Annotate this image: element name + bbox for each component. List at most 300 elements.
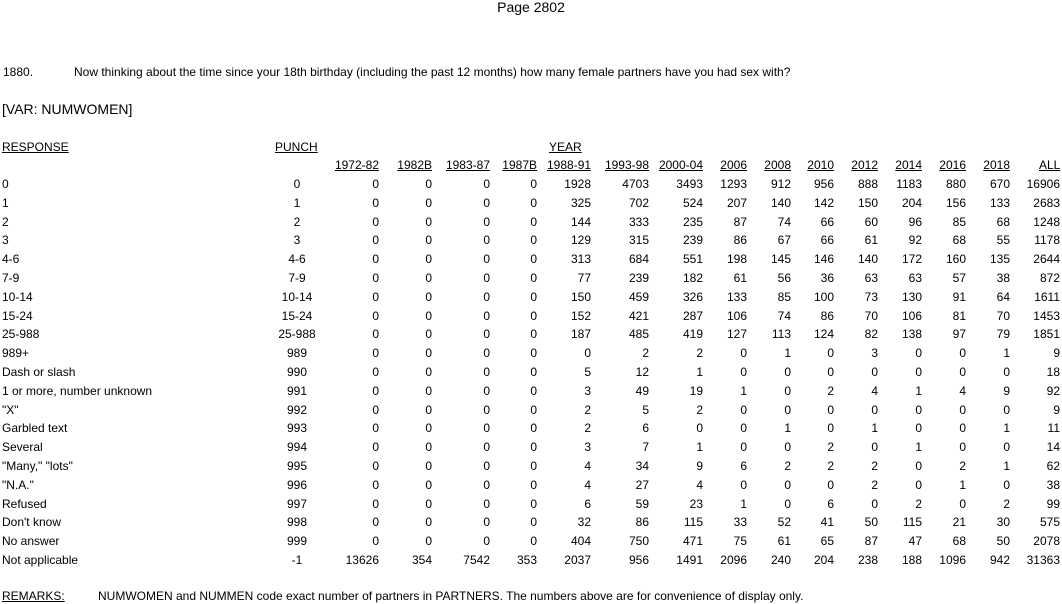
count-cell: 0 [530,346,537,361]
count-cell: 52 [777,515,791,530]
punch-code: 1 [293,195,301,210]
count-cell: 0 [372,346,379,361]
table-row [0,365,1062,384]
count-cell: 1 [740,383,747,398]
count-cell: 31363 [1026,552,1060,567]
count-cell: 172 [901,252,922,267]
count-cell: 471 [682,534,703,549]
count-cell: 670 [989,177,1010,191]
count-cell: 0 [740,477,747,492]
count-cell: 55 [996,233,1010,248]
count-cell: 2037 [564,552,591,567]
question-number: 1880. [3,65,34,79]
count-cell: 9 [1053,402,1060,417]
count-cell: 0 [530,440,537,455]
data-table [0,177,1062,572]
count-cell: 7542 [463,552,490,567]
table-row [0,327,1062,346]
count-cell: 240 [770,552,791,567]
count-cell: 1 [784,346,791,361]
count-cell: 0 [483,308,490,323]
count-cell: 13626 [345,552,379,567]
count-cell: 30 [996,515,1010,530]
count-cell: 326 [682,289,703,304]
column-header: 2010 [807,158,834,172]
count-cell: 0 [530,252,537,267]
count-cell: 404 [570,534,591,549]
column-header: 2016 [939,158,966,172]
count-cell: 0 [827,402,834,417]
count-cell: 0 [915,421,922,436]
count-cell: 0 [483,477,490,492]
count-cell: 0 [530,515,537,530]
count-cell: 6 [584,496,591,511]
count-cell: 912 [770,177,791,191]
response-label: Dash or slash [2,364,76,379]
column-header: 1988-91 [547,158,592,172]
count-cell: 2 [584,421,591,436]
count-cell: 12 [635,364,649,379]
count-cell: 127 [726,327,747,342]
count-cell: 956 [813,177,834,191]
count-cell: 2 [584,402,591,417]
count-cell: 0 [784,496,791,511]
count-cell: 67 [777,233,791,248]
count-cell: 0 [425,270,432,285]
count-cell: 880 [945,177,966,191]
count-cell: 1 [959,477,966,492]
count-cell: 287 [682,308,703,323]
count-cell: 459 [628,289,649,304]
table-row [0,384,1062,403]
count-cell: 129 [570,233,591,248]
count-cell: 34 [635,458,649,473]
column-header: 2018 [983,158,1010,172]
count-cell: 0 [483,458,490,473]
response-label: 1 [2,195,9,210]
count-cell: 49 [635,383,649,398]
count-cell: 85 [952,214,966,229]
count-cell: 18 [1046,364,1060,379]
count-cell: 100 [813,289,834,304]
count-cell: 0 [871,440,878,455]
count-cell: 68 [996,214,1010,229]
count-cell: 1611 [1034,289,1060,304]
count-cell: 74 [777,214,791,229]
count-cell: 0 [1003,477,1010,492]
remarks-text: NUMWOMEN and NUMMEN code exact number of partners in PARTNERS. The numbers above are for convenience of display only. [98,589,804,603]
count-cell: 888 [857,177,878,191]
count-cell: 133 [726,289,747,304]
count-cell: 0 [915,458,922,473]
count-cell: 92 [1046,383,1060,398]
punch-header: PUNCH [275,140,318,154]
count-cell: 4703 [622,177,649,191]
column-header: 1993-98 [604,158,649,172]
count-cell: 0 [483,402,490,417]
response-label: Don't know [2,515,61,530]
count-cell: 1928 [564,177,591,191]
count-cell: 0 [483,195,490,210]
table-row [0,215,1062,234]
response-label: 4-6 [2,252,20,267]
count-cell: 0 [372,195,379,210]
column-header: ALL [1039,158,1061,172]
punch-code: 0 [293,177,301,191]
table-row [0,290,1062,309]
count-cell: 239 [682,233,703,248]
table-row [0,252,1062,271]
count-cell: 0 [696,421,703,436]
count-cell: 1453 [1033,308,1060,323]
count-cell: 0 [871,496,878,511]
count-cell: 87 [864,534,878,549]
question-text: Now thinking about the time since your 18th birthday (including the past 12 months) how many female partners have you had sex with? [74,65,791,79]
count-cell: 66 [820,233,834,248]
punch-code: 992 [286,402,308,417]
table-row [0,403,1062,422]
response-label: Several [2,440,43,455]
count-cell: 106 [901,308,922,323]
count-cell: 11 [1047,421,1060,436]
count-cell: 2 [827,458,834,473]
count-cell: 3 [871,346,878,361]
count-cell: 204 [813,552,834,567]
response-label: "Many," "lots" [2,458,73,473]
count-cell: 325 [570,195,591,210]
count-cell: 38 [1046,477,1060,492]
count-cell: 65 [820,534,834,549]
table-row [0,196,1062,215]
count-cell: 5 [642,402,649,417]
count-cell: 0 [372,364,379,379]
count-cell: 36 [820,270,834,285]
count-cell: 50 [864,515,878,530]
count-cell: 0 [530,233,537,248]
count-cell: 204 [901,195,922,210]
count-cell: 57 [952,270,966,285]
column-header: 1982B [397,158,432,172]
count-cell: 50 [996,534,1010,549]
column-header: 2014 [895,158,922,172]
count-cell: 1491 [676,552,703,567]
count-cell: 1248 [1033,214,1060,229]
count-cell: 0 [372,252,379,267]
count-cell: 47 [908,534,922,549]
count-cell: 0 [425,515,432,530]
column-header: 1987B [502,158,537,172]
count-cell: 0 [425,383,432,398]
count-cell: 9 [1003,383,1010,398]
count-cell: 354 [411,552,432,567]
year-header: YEAR [549,140,582,154]
count-cell: 23 [689,496,703,511]
count-cell: 63 [908,270,922,285]
count-cell: 140 [770,195,791,210]
count-cell: 6 [642,421,649,436]
count-cell: 0 [959,440,966,455]
count-cell: 0 [827,477,834,492]
count-cell: 0 [530,214,537,229]
count-cell: 0 [483,534,490,549]
punch-code: 25-988 [278,327,316,342]
punch-code: 10-14 [281,289,313,304]
count-cell: 87 [733,214,747,229]
count-cell: 0 [425,289,432,304]
count-cell: 353 [516,552,537,567]
count-cell: 0 [740,346,747,361]
count-cell: 0 [483,289,490,304]
count-cell: 524 [682,195,703,210]
count-cell: 2096 [720,552,747,567]
count-cell: 144 [570,214,591,229]
count-cell: 0 [784,440,791,455]
count-cell: 6 [740,458,747,473]
count-cell: 2 [871,477,878,492]
count-cell: 0 [483,346,490,361]
count-cell: 0 [425,346,432,361]
count-cell: 0 [483,383,490,398]
punch-code: 4-6 [288,252,306,267]
count-cell: 0 [483,421,490,436]
count-cell: 0 [425,458,432,473]
table-row [0,459,1062,478]
count-cell: 0 [959,402,966,417]
count-cell: 1 [915,383,922,398]
count-cell: 0 [425,440,432,455]
count-cell: 0 [483,214,490,229]
count-cell: 485 [628,327,649,342]
count-cell: 0 [784,383,791,398]
count-cell: 0 [483,364,490,379]
punch-code: 989 [286,346,308,361]
count-cell: 0 [959,346,966,361]
count-cell: 0 [372,458,379,473]
punch-code: 998 [286,515,308,530]
count-cell: 0 [959,364,966,379]
count-cell: 5 [584,364,591,379]
count-cell: 0 [372,327,379,342]
punch-code: 990 [286,364,308,379]
count-cell: 68 [952,534,966,549]
count-cell: 61 [733,270,747,285]
count-cell: 0 [1003,440,1010,455]
count-cell: 73 [864,289,878,304]
count-cell: 0 [425,534,432,549]
count-cell: 0 [425,402,432,417]
count-cell: 0 [530,327,537,342]
count-cell: 1178 [1034,233,1060,248]
count-cell: 96 [908,214,922,229]
count-cell: 0 [1003,402,1010,417]
page-title: Page 2802 [497,0,565,15]
punch-code: 2 [293,214,301,229]
count-cell: 0 [530,195,537,210]
count-cell: 1 [871,421,878,436]
count-cell: 0 [740,421,747,436]
response-label: 1 or more, number unknown [2,383,153,398]
count-cell: 0 [425,364,432,379]
count-cell: 182 [682,270,703,285]
count-cell: 421 [628,308,649,323]
count-cell: 0 [425,327,432,342]
count-cell: 0 [915,477,922,492]
count-cell: 0 [372,477,379,492]
table-row [0,346,1062,365]
count-cell: 0 [483,252,490,267]
count-cell: 0 [425,496,432,511]
count-cell: 0 [915,346,922,361]
count-cell: 0 [530,534,537,549]
punch-code: 3 [293,233,301,248]
count-cell: 86 [820,308,834,323]
response-label: 2 [2,214,9,229]
count-cell: 60 [864,214,878,229]
count-cell: 3 [584,440,591,455]
count-cell: 75 [733,534,747,549]
table-row [0,497,1062,516]
count-cell: 9 [696,458,703,473]
response-label: 0 [2,177,9,191]
column-header: 1983-87 [445,158,490,172]
response-label: Refused [2,496,47,511]
count-cell: 2 [1003,496,1010,511]
count-cell: 0 [915,402,922,417]
count-cell: 115 [902,515,922,530]
count-cell: 0 [530,383,537,398]
count-cell: 0 [530,289,537,304]
count-cell: 1 [696,364,703,379]
count-cell: 0 [959,496,966,511]
count-cell: 14 [1046,440,1060,455]
table-row [0,421,1062,440]
column-header: 2000-04 [658,158,703,172]
count-cell: 130 [901,289,922,304]
count-cell: 238 [857,552,878,567]
punch-code: 997 [286,496,308,511]
count-cell: 0 [483,496,490,511]
count-cell: 0 [372,421,379,436]
count-cell: 0 [372,496,379,511]
count-cell: 146 [813,252,834,267]
column-header: 2012 [851,158,878,172]
count-cell: 85 [777,289,791,304]
count-cell: 235 [682,214,703,229]
punch-code: 994 [286,440,308,455]
count-cell: 1 [915,440,922,455]
count-cell: 684 [628,252,649,267]
count-cell: 702 [628,195,649,210]
count-cell: 7 [642,440,649,455]
count-cell: 0 [372,289,379,304]
count-cell: 64 [996,289,1010,304]
response-label: "N.A." [2,477,34,492]
response-label: 15-24 [2,308,33,323]
count-cell: 6 [827,496,834,511]
count-cell: 239 [628,270,649,285]
count-cell: 61 [777,534,791,549]
count-cell: 70 [864,308,878,323]
count-cell: 2683 [1033,195,1060,210]
count-cell: 0 [584,346,591,361]
count-cell: 0 [827,421,834,436]
count-cell: 0 [372,515,379,530]
count-cell: 0 [740,440,747,455]
table-row [0,440,1062,459]
count-cell: 0 [483,440,490,455]
count-cell: 124 [813,327,834,342]
count-cell: 70 [996,308,1010,323]
count-cell: 1293 [720,177,747,191]
punch-code: -1 [291,552,303,567]
count-cell: 1 [740,496,747,511]
count-cell: 82 [864,327,878,342]
count-cell: 152 [570,308,591,323]
count-cell: 99 [1046,496,1060,511]
remarks-label: REMARKS: [2,589,65,603]
table-row [0,177,1062,196]
count-cell: 81 [952,308,966,323]
count-cell: 0 [784,364,791,379]
count-cell: 750 [628,534,649,549]
response-label: Garbled text [2,421,68,436]
count-cell: 575 [1039,515,1060,530]
table-row [0,478,1062,497]
count-cell: 133 [989,195,1010,210]
count-cell: 63 [864,270,878,285]
count-cell: 0 [372,308,379,323]
variable-name: [VAR: NUMWOMEN] [2,101,133,117]
count-cell: 0 [372,440,379,455]
count-cell: 0 [483,233,490,248]
count-cell: 0 [740,364,747,379]
count-cell: 1 [1003,421,1010,436]
count-cell: 0 [425,252,432,267]
count-cell: 0 [425,477,432,492]
table-row [0,309,1062,328]
count-cell: 2 [784,458,791,473]
count-cell: 33 [733,515,747,530]
count-cell: 0 [372,177,379,191]
count-cell: 0 [372,383,379,398]
count-cell: 0 [425,233,432,248]
count-cell: 198 [726,252,747,267]
count-cell: 0 [871,402,878,417]
count-cell: 142 [813,195,834,210]
punch-code: 995 [286,458,308,473]
count-cell: 419 [682,327,703,342]
count-cell: 0 [483,270,490,285]
count-cell: 207 [726,195,747,210]
count-cell: 2 [915,496,922,511]
count-cell: 0 [530,402,537,417]
count-cell: 333 [628,214,649,229]
count-cell: 0 [740,402,747,417]
response-label: 989+ [2,346,30,361]
count-cell: 0 [530,308,537,323]
count-cell: 0 [530,270,537,285]
count-cell: 74 [777,308,791,323]
count-cell: 0 [871,364,878,379]
count-cell: 4 [959,383,966,398]
count-cell: 150 [857,195,878,210]
column-header: 2006 [720,158,747,172]
count-cell: 1183 [896,177,922,191]
count-cell: 3493 [676,177,703,191]
count-cell: 0 [530,496,537,511]
count-cell: 113 [771,327,791,342]
count-cell: 56 [777,270,791,285]
